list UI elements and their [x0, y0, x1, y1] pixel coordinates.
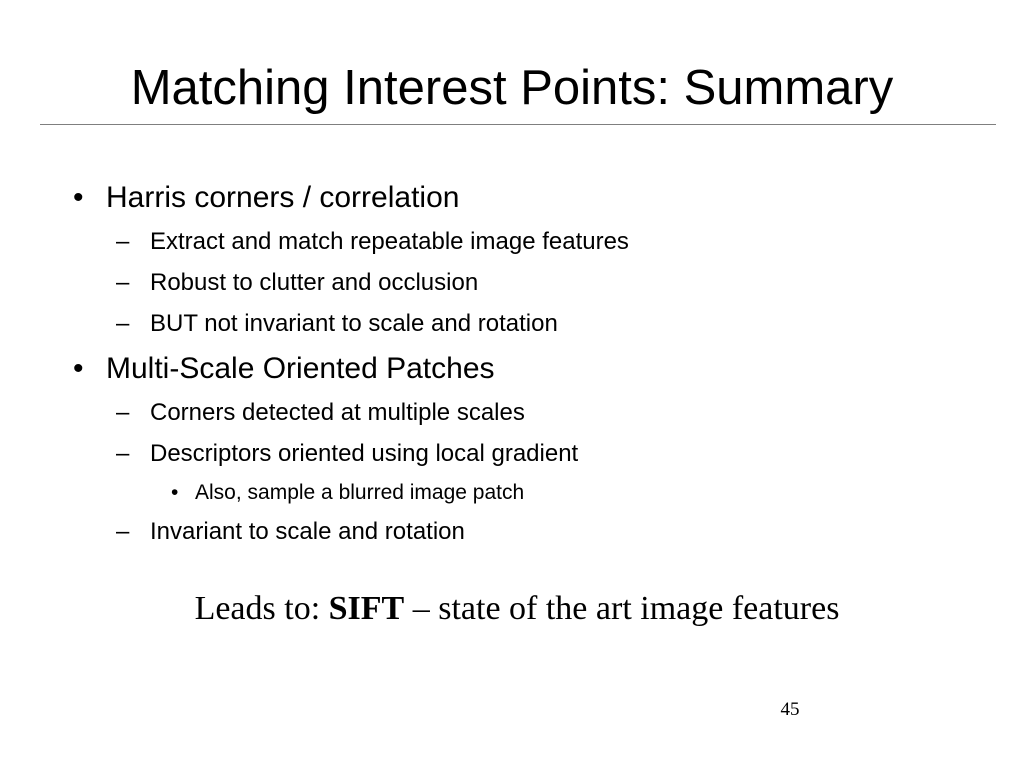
sub-sub-bullet-text: Also, sample a blurred image patch [195, 481, 525, 504]
sub-bullet-text: Extract and match repeatable image features [150, 228, 629, 255]
dash-marker: – [116, 399, 130, 426]
sub-sub-bullet-blurred-patch [171, 480, 525, 506]
dash-marker: – [116, 310, 130, 337]
bullet-mops [73, 351, 495, 387]
bullet-text: Harris corners / correlation [106, 181, 460, 214]
slide-title: Matching Interest Points: Summary [130, 61, 894, 115]
bullet-marker: • [73, 352, 84, 385]
dash-marker: – [116, 228, 130, 255]
conclusion-emphasis: SIFT [328, 590, 405, 627]
sub-bullet-robust [116, 268, 479, 298]
sub-bullet-extract-match [116, 227, 629, 257]
sub-bullet-text: Corners detected at multiple scales [150, 399, 525, 426]
conclusion-line [0, 588, 1024, 630]
dash-marker: – [116, 269, 130, 296]
sub-bullet-invariant [116, 517, 465, 547]
bullet-text: Multi-Scale Oriented Patches [106, 352, 495, 385]
sub-bullet-text: Invariant to scale and rotation [150, 518, 465, 545]
sub-bullet-text: Robust to clutter and occlusion [150, 269, 479, 296]
bullet-marker: • [73, 181, 84, 214]
bullet-marker: • [171, 481, 179, 504]
sub-bullet-multiple-scales [116, 398, 525, 428]
sub-bullet-text: BUT not invariant to scale and rotation [150, 310, 558, 337]
dash-marker: – [116, 518, 130, 545]
conclusion-suffix: – state of the art image features [404, 590, 840, 627]
dash-marker: – [116, 440, 130, 467]
conclusion-prefix: Leads to: [194, 590, 329, 627]
bullet-harris-corners [73, 180, 460, 216]
sub-bullet-descriptors-oriented [116, 439, 579, 469]
page-number: 45 [780, 699, 800, 720]
sub-bullet-not-invariant [116, 309, 558, 339]
sub-bullet-text: Descriptors oriented using local gradient [150, 440, 579, 467]
